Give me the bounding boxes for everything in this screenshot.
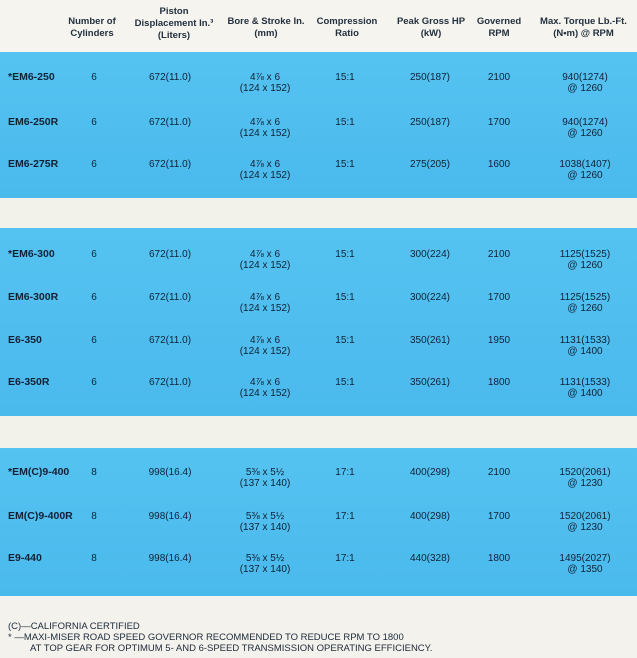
cylinders-value: 8	[91, 467, 97, 478]
header-torque-line1: Max. Torque Lb.-Ft.	[540, 16, 627, 27]
header-rpm	[472, 16, 526, 40]
displacement-value: 672(11.0)	[148, 72, 192, 83]
displacement-value: 672(11.0)	[148, 249, 192, 260]
bore-stroke-value	[220, 159, 310, 181]
bore-stroke-in: 4⅞ x 6	[249, 159, 281, 170]
hp-value: 250(187)	[409, 72, 451, 83]
rpm-value: 1800	[487, 553, 511, 564]
header-hp-line2: (kW)	[420, 28, 442, 39]
rpm-value: 2100	[487, 72, 511, 83]
torque-rpm: @ 1230	[567, 478, 603, 489]
torque-figure: 940(1274)	[562, 72, 608, 83]
displacement-value: 672(11.0)	[148, 335, 192, 346]
cylinders-value: 6	[91, 159, 97, 170]
bore-stroke-value	[220, 511, 310, 533]
header-cylinders	[62, 16, 122, 40]
torque-value	[544, 335, 626, 357]
header-rpm-line2: RPM	[488, 28, 510, 39]
bore-stroke-in: 4⅞ x 6	[249, 117, 281, 128]
header-displacement-line1: Piston	[159, 6, 189, 17]
bore-stroke-mm: (124 x 152)	[239, 83, 291, 94]
compression-value: 15:1	[335, 72, 355, 83]
model-name: E6-350R	[8, 376, 50, 388]
torque-figure: 1131(1533)	[559, 377, 611, 388]
torque-rpm: @ 1350	[567, 564, 603, 575]
bore-stroke-in: 4⅞ x 6	[249, 292, 281, 303]
header-torque	[530, 16, 637, 40]
bore-stroke-in: 5⅜ x 5½	[245, 467, 285, 478]
model-name: E6-350	[8, 334, 42, 346]
bore-stroke-value	[220, 72, 310, 94]
torque-rpm: @ 1260	[567, 303, 603, 314]
torque-value	[544, 377, 626, 399]
torque-rpm: @ 1230	[567, 522, 603, 533]
displacement-value: 672(11.0)	[148, 377, 192, 388]
torque-rpm: @ 1260	[567, 83, 603, 94]
displacement-value: 672(11.0)	[148, 159, 192, 170]
bore-stroke-mm: (124 x 152)	[239, 346, 291, 357]
torque-value	[544, 292, 626, 314]
header-rpm-line1: Governed	[476, 16, 522, 27]
model-name: EM6-250R	[8, 116, 59, 128]
table-row	[0, 467, 637, 507]
torque-value	[544, 467, 626, 489]
table-row	[0, 249, 637, 289]
rpm-value: 2100	[487, 467, 511, 478]
model-name: E9-440	[8, 552, 42, 564]
torque-figure: 1520(2061)	[559, 511, 611, 522]
displacement-value: 672(11.0)	[148, 292, 192, 303]
torque-figure: 940(1274)	[562, 117, 608, 128]
model-name: *EM(C)9-400	[8, 466, 70, 478]
header-torque-line2: (N•m) @ RPM	[553, 28, 614, 39]
rpm-value: 1600	[487, 159, 511, 170]
header-cylinders-line2: Cylinders	[70, 28, 114, 39]
cylinders-value: 6	[91, 377, 97, 388]
model-name: EM6-300R	[8, 291, 59, 303]
displacement-value: 998(16.4)	[148, 467, 192, 478]
cylinders-value: 6	[91, 72, 97, 83]
rpm-value: 1700	[487, 117, 511, 128]
compression-value: 15:1	[335, 117, 355, 128]
bore-stroke-value	[220, 292, 310, 314]
header-hp-line1: Peak Gross HP	[396, 16, 466, 27]
bore-stroke-mm: (124 x 152)	[239, 128, 291, 139]
compression-value: 17:1	[335, 511, 355, 522]
hp-value: 350(261)	[409, 335, 451, 346]
model-name: *EM6-250	[8, 71, 55, 83]
hp-value: 275(205)	[409, 159, 451, 170]
bore-stroke-mm: (137 x 140)	[239, 522, 291, 533]
torque-figure: 1520(2061)	[559, 467, 611, 478]
model-name: *EM6-300	[8, 248, 55, 260]
bore-stroke-in: 5⅜ x 5½	[245, 553, 285, 564]
bore-stroke-in: 4⅞ x 6	[249, 377, 281, 388]
bore-stroke-in: 4⅞ x 6	[249, 249, 281, 260]
model-name: EM6-275R	[8, 158, 59, 170]
torque-figure: 1131(1533)	[559, 335, 611, 346]
table-row	[0, 292, 637, 332]
header-displacement-line2: Displacement In.³	[134, 18, 214, 29]
bore-stroke-mm: (137 x 140)	[239, 564, 291, 575]
group-gap-1	[0, 198, 637, 228]
cylinders-value: 6	[91, 117, 97, 128]
bore-stroke-value	[220, 377, 310, 399]
compression-value: 15:1	[335, 159, 355, 170]
compression-value: 15:1	[335, 292, 355, 303]
table-row	[0, 159, 637, 199]
header-cylinders-line1: Number of	[68, 16, 116, 27]
bore-stroke-in: 4⅞ x 6	[249, 72, 281, 83]
bore-stroke-mm: (124 x 152)	[239, 388, 291, 399]
bore-stroke-mm: (137 x 140)	[239, 478, 291, 489]
rpm-value: 1700	[487, 511, 511, 522]
hp-value: 300(224)	[409, 249, 451, 260]
rpm-value: 2100	[487, 249, 511, 260]
footnote-governor: * —MAXI-MISER ROAD SPEED GOVERNOR RECOMMENDED TO REDUCE RPM TO 1800	[8, 632, 404, 643]
hp-value: 400(298)	[409, 467, 451, 478]
bore-stroke-mm: (124 x 152)	[239, 260, 291, 271]
torque-value	[544, 117, 626, 139]
hp-value: 300(224)	[409, 292, 451, 303]
torque-value	[544, 553, 626, 575]
cylinders-value: 6	[91, 335, 97, 346]
header-compression-line2: Ratio	[335, 28, 359, 39]
bore-stroke-in: 4⅞ x 6	[249, 335, 281, 346]
torque-rpm: @ 1260	[567, 260, 603, 271]
hp-value: 350(261)	[409, 377, 451, 388]
displacement-value: 998(16.4)	[148, 553, 192, 564]
compression-value: 15:1	[335, 249, 355, 260]
displacement-value: 998(16.4)	[148, 511, 192, 522]
displacement-value: 672(11.0)	[148, 117, 192, 128]
torque-rpm: @ 1260	[567, 170, 603, 181]
hp-value: 250(187)	[409, 117, 451, 128]
torque-value	[544, 511, 626, 533]
header-compression	[312, 16, 382, 40]
bore-stroke-value	[220, 335, 310, 357]
torque-value	[544, 72, 626, 94]
torque-figure: 1125(1525)	[559, 249, 611, 260]
table-row	[0, 511, 637, 551]
compression-value: 17:1	[335, 553, 355, 564]
torque-rpm: @ 1400	[567, 388, 603, 399]
hp-value: 440(328)	[409, 553, 451, 564]
header-displacement	[126, 6, 222, 42]
table-row	[0, 553, 637, 593]
table-header	[0, 0, 637, 52]
rpm-value: 1800	[487, 377, 511, 388]
table-row	[0, 377, 637, 417]
bore-stroke-value	[220, 117, 310, 139]
cylinders-value: 8	[91, 553, 97, 564]
torque-rpm: @ 1260	[567, 128, 603, 139]
torque-value	[544, 249, 626, 271]
compression-value: 15:1	[335, 377, 355, 388]
table-row	[0, 335, 637, 375]
bore-stroke-value	[220, 249, 310, 271]
torque-value	[544, 159, 626, 181]
header-bore-line1: Bore & Stroke In.	[227, 16, 305, 27]
torque-figure: 1495(2027)	[559, 553, 611, 564]
cylinders-value: 8	[91, 511, 97, 522]
hp-value: 400(298)	[409, 511, 451, 522]
cylinders-value: 6	[91, 292, 97, 303]
rpm-value: 1700	[487, 292, 511, 303]
bore-stroke-value	[220, 467, 310, 489]
bore-stroke-mm: (124 x 152)	[239, 303, 291, 314]
group-gap-2	[0, 416, 637, 448]
header-displacement-line3: (Liters)	[157, 30, 191, 41]
cylinders-value: 6	[91, 249, 97, 260]
header-bore-line2: (mm)	[254, 28, 278, 39]
bore-stroke-value	[220, 553, 310, 575]
table-row	[0, 72, 637, 112]
rpm-value: 1950	[487, 335, 511, 346]
compression-value: 17:1	[335, 467, 355, 478]
header-hp	[386, 16, 476, 40]
torque-rpm: @ 1400	[567, 346, 603, 357]
footnote-california: (C)—CALIFORNIA CERTIFIED	[8, 621, 140, 632]
header-compression-line1: Compression	[316, 16, 378, 27]
header-bore	[218, 16, 314, 40]
torque-figure: 1038(1407)	[559, 159, 611, 170]
torque-figure: 1125(1525)	[559, 292, 611, 303]
model-name: EM(C)9-400R	[8, 510, 73, 522]
bore-stroke-mm: (124 x 152)	[239, 170, 291, 181]
bore-stroke-in: 5⅜ x 5½	[245, 511, 285, 522]
compression-value: 15:1	[335, 335, 355, 346]
footnote-governor-cont: AT TOP GEAR FOR OPTIMUM 5- AND 6-SPEED TRANSMISSION OPERATING EFFICIENCY.	[30, 643, 433, 654]
table-row	[0, 117, 637, 157]
